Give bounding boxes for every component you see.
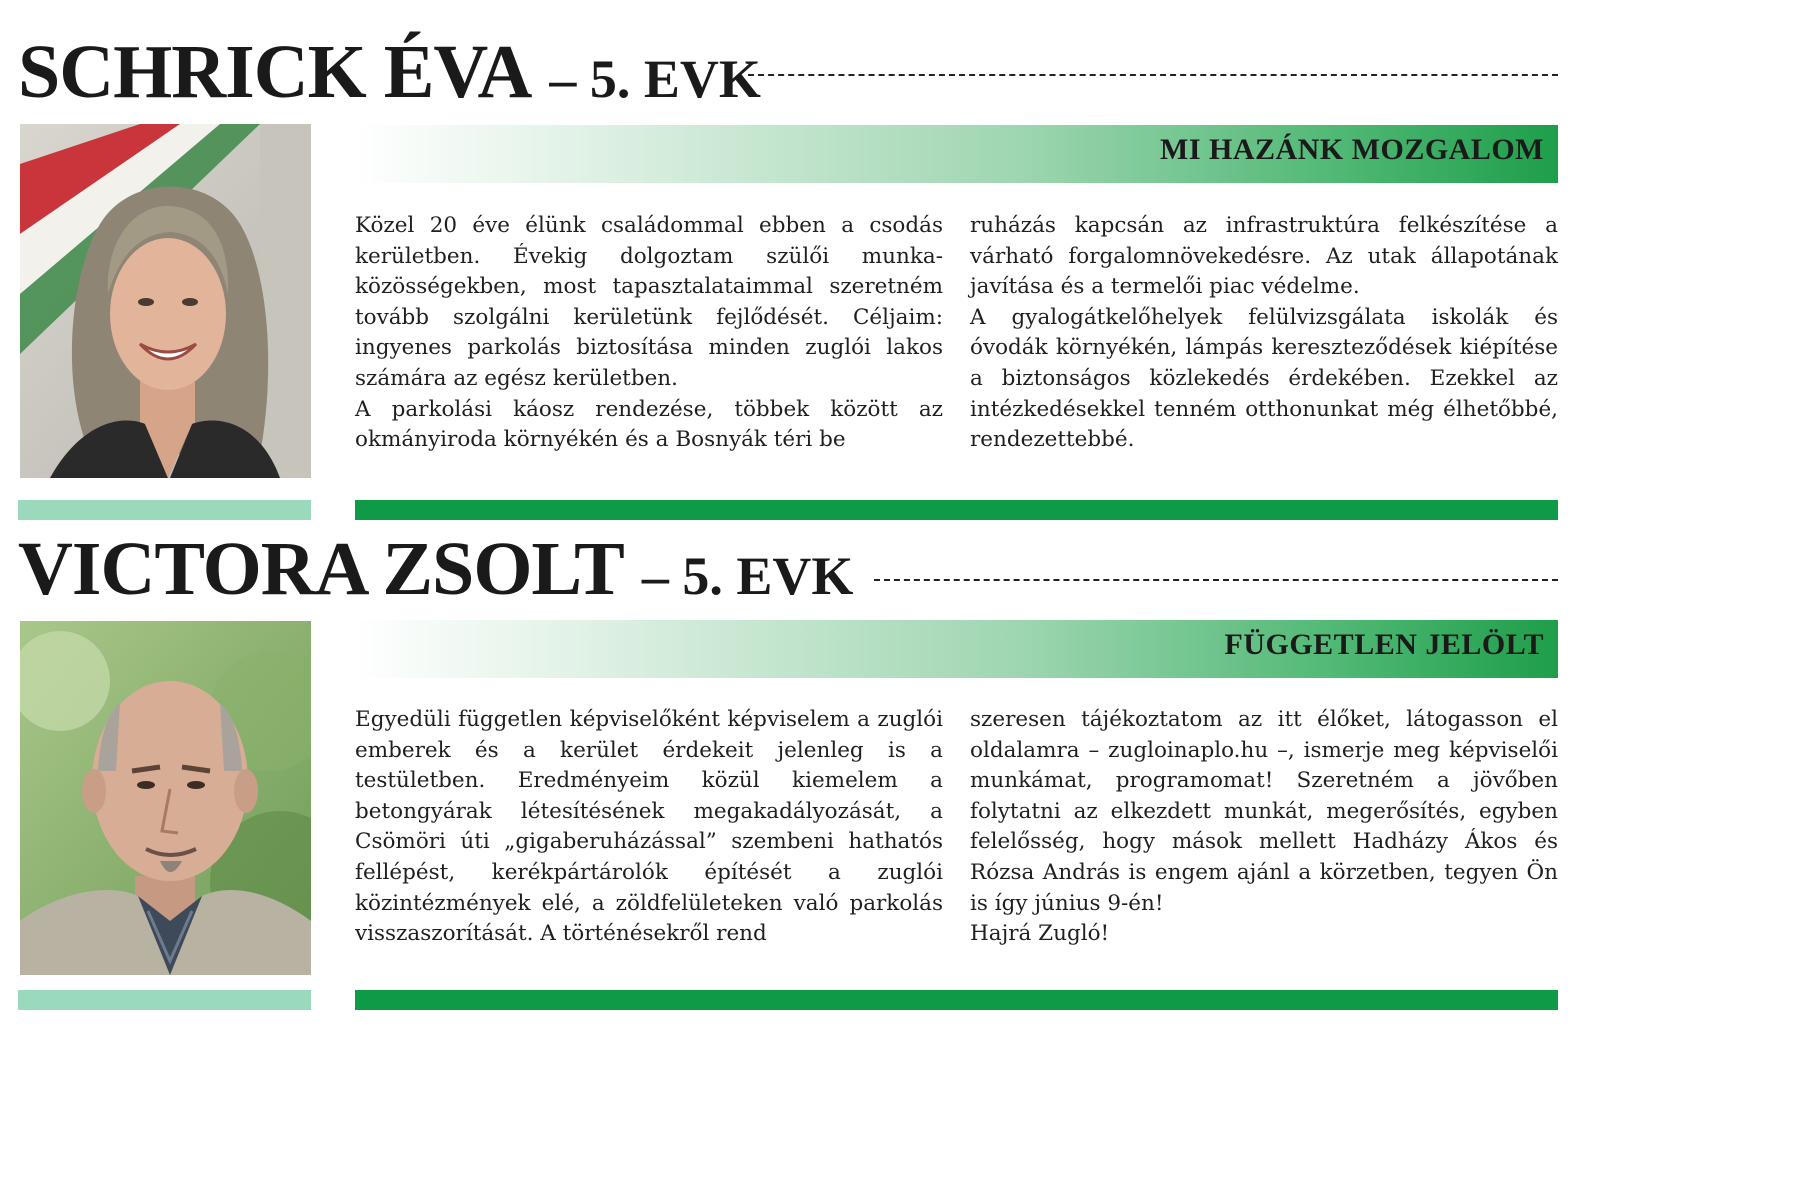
candidate-heading bbox=[18, 0, 761, 114]
heading-dash-line bbox=[874, 579, 1558, 581]
paragraph: A parkolási káosz rendezése, többek között az okmányiroda környékén és a Bosnyák téri be bbox=[355, 396, 943, 453]
party-bar bbox=[355, 620, 1558, 678]
text-column-right bbox=[970, 211, 1558, 456]
divider-bar-light bbox=[18, 990, 311, 1010]
candidate-name: SCHRICK ÉVA bbox=[18, 30, 532, 114]
text-column-right bbox=[970, 705, 1558, 950]
paragraph: szeresen tájékoztatom az itt élőket, látogasson el oldalamra – zugloinaplo.hu –, ismerje meg képviselői munkámat, programomat! Szeretném a jövőben folytatni az elkezdett munkát, megerősítés, egyben felelősség, hogy mások mellett Hadházy Ákos és Rózsa András is engem ajánl a körzetben, tegyen Ön is így június 9-én! bbox=[970, 707, 1558, 916]
paragraph: Hajrá Zugló! bbox=[970, 921, 1110, 947]
paragraph: Egyedüli független képviselőként képviselem a zuglói emberek és a kerület érdekeit jelenleg is a testületben. Eredményeim közül kiemelem a betongyárak létesítésének megakadályozását, a Csömöri úti „gigaberuházással” szembeni hathatós fellépést, kerékpártárolók építését a zuglói közintézmények elé, a zöldfelületeken való parkolás visszaszorítását. A történésekről rend bbox=[355, 707, 943, 947]
candidate-district: – 5. EVK bbox=[641, 546, 854, 606]
text-column-left bbox=[355, 705, 943, 950]
party-bar bbox=[355, 125, 1558, 183]
party-name: FÜGGETLEN JELÖLT bbox=[1224, 628, 1544, 661]
divider-bar-green bbox=[355, 990, 1558, 1010]
candidate-name: VICTORA ZSOLT bbox=[18, 527, 624, 611]
candidate-photo bbox=[20, 124, 311, 478]
paragraph: A gyalogátkelőhelyek felülvizsgálata iskolák és óvodák környékén, lámpás kereszteződések kiépítése a biztonságos közlekedés érdekében. Ezekkel az intézkedésekkel tenném otthonunkat még élhetőbbé, rendezettebbé. bbox=[970, 304, 1558, 453]
paragraph: ruházás kapcsán az infrastruktúra felkészítése a várható forgalomnövekedésre. Az utak állapotának javítása és a termelői piac védelme. bbox=[970, 213, 1558, 300]
candidate-heading bbox=[18, 497, 854, 611]
candidate-photo bbox=[20, 621, 311, 975]
party-name: MI HAZÁNK MOZGALOM bbox=[1160, 133, 1544, 166]
text-column-left bbox=[355, 211, 943, 456]
candidate-district: – 5. EVK bbox=[549, 49, 761, 109]
heading-dash-line bbox=[748, 74, 1558, 76]
paragraph: Közel 20 éve élünk családommal ebben a csodás kerületben. Évekig dolgoztam szülői munkaközösségekben, most tapasztalataimmal szeretném tovább szolgálni kerületünk fejlődését. Céljaim: ingyenes parkolás biztosítása minden zuglói lakos számára az egész kerületben. bbox=[355, 213, 943, 391]
